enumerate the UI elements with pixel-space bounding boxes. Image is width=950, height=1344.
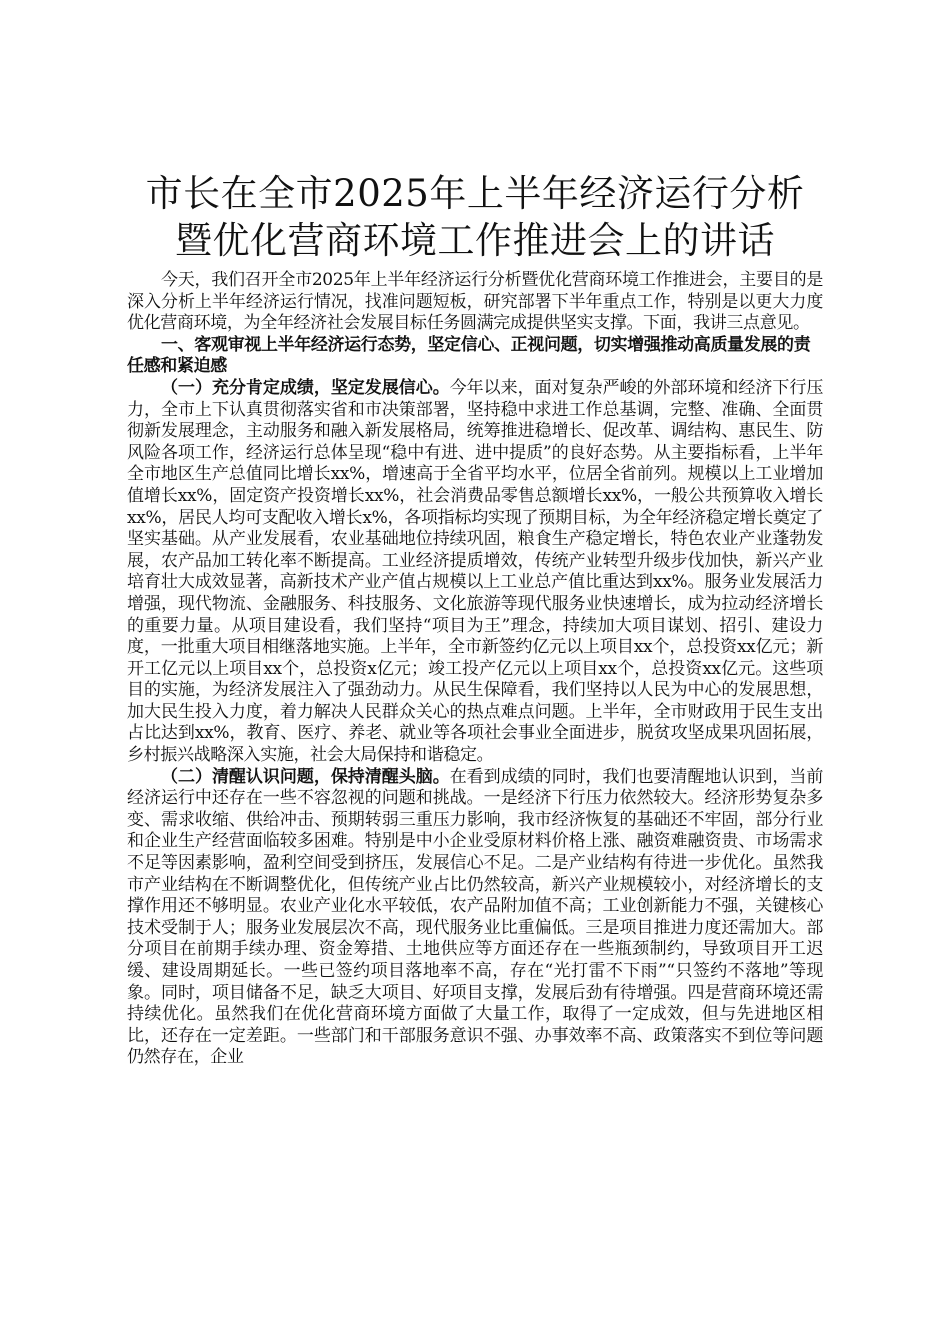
subsection-2-body: 在看到成绩的同时，我们也要清醒地认识到，当前经济运行中还存在一些不容忽视的问题和挑战。一是经济下行压力依然较大。经济形势复杂多变、需求收缩、供给冲击、预期转弱三重压力影响，我市经济恢复的基础还不牢固，部分行业和企业生产经营面临较多困难。特别是中小企业受原材料价格上涨、融资难融资贵、市场需求不足等因素影响，盈利空间受到挤压，发展信心不足。二是产业结构有待进一步优化。虽然我市产业结构在不断调整优化，但传统产业占比仍然较高，新兴产业规模较小，对经济增长的支撑作用还不够明显。农业产业化水平较低，农产品附加值不高；工业创新能力不强，关键核心技术受制于人；服务业发展层次不高，现代服务业比重偏低。三是项目推进力度还需加大。部分项目在前期手续办理、资金筹措、土地供应等方面还存在一些瓶颈制约，导致项目开工迟缓、建设周期延长。一些已签约项目落地率不高，存在“光打雷不下雨”“只签约不落地”等现象。同时，项目储备不足，缺乏大项目、好项目支撑，发展后劲有待增强。四是营商环境还需持续优化。虽然我们在优化营商环境方面做了大量工作，取得了一定成效，但与先进地区相比，还存在一定差距。一些部门和干部服务意识不强、办事效率不高、政策落实不到位等问题仍然存在，企业 [127,766,823,1068]
document-page [127,170,823,1069]
subsection-1-lead: （一）充分肯定成绩，坚定发展信心。 [161,377,450,398]
document-title: 市长在全市2025年上半年经济运行分析暨优化营商环境工作推进会上的讲话 [145,172,805,262]
subsection-1-paragraph [127,378,823,767]
intro-paragraph: 今天，我们召开全市2025年上半年经济运行分析暨优化营商环境工作推进会，主要目的是深入分析上半年经济运行情况，找准问题短板，研究部署下半年重点工作，特别是以更大力度优化营商环境，为全年经济社会发展目标任务圆满完成提供坚实支撑。下面，我讲三点意见。 [127,270,823,334]
subsection-1-body: 今年以来，面对复杂严峻的外部环境和经济下行压力，全市上下认真贯彻落实省和市决策部署，坚持稳中求进工作总基调，完整、准确、全面贯彻新发展理念，主动服务和融入新发展格局，统筹推进稳增长、促改革、调结构、惠民生、防风险各项工作，经济运行总体呈现“稳中有进、进中提质”的良好态势。从主要指标看，上半年全市地区生产总值同比增长xx%，增速高于全省平均水平，位居全省前列。规模以上工业增加值增长xx%，固定资产投资增长xx%，社会消费品零售总额增长xx%，一般公共预算收入增长xx%，居民人均可支配收入增长x%，各项指标均实现了预期目标，为全年经济稳定增长奠定了坚实基础。从产业发展看，农业基础地位持续巩固，粮食生产稳定增长，特色农业产业蓬勃发展，农产品加工转化率不断提高。工业经济提质增效，传统产业转型升级步伐加快，新兴产业培育壮大成效显著，高新技术产业产值占规模以上工业总产值比重达到xx%。服务业发展活力增强，现代物流、金融服务、科技服务、文化旅游等现代服务业快速增长，成为拉动经济增长的重要力量。从项目建设看，我们坚持“项目为王”理念，持续加大项目谋划、招引、建设力度，一批重大项目相继落地实施。上半年，全市新签约亿元以上项目xx个，总投资xx亿元；新开工亿元以上项目xx个，总投资x亿元；竣工投产亿元以上项目xx个，总投资xx亿元。这些项目的实施，为经济发展注入了强劲动力。从民生保障看，我们坚持以人民为中心的发展思想，加大民生投入力度，着力解决人民群众关心的热点难点问题。上半年，全市财政用于民生支出占比达到xx%，教育、医疗、养老、就业等各项社会事业全面进步，脱贫攻坚成果巩固拓展，乡村振兴战略深入实施，社会大局保持和谐稳定。 [127,377,823,766]
subsection-2-paragraph [127,767,823,1069]
subsection-2-lead: （二）清醒认识问题，保持清醒头脑。 [161,766,450,787]
section-1-heading: 一、客观审视上半年经济运行态势，坚定信心、正视问题，切实增强推动高质量发展的责任感和紧迫感 [127,334,811,377]
